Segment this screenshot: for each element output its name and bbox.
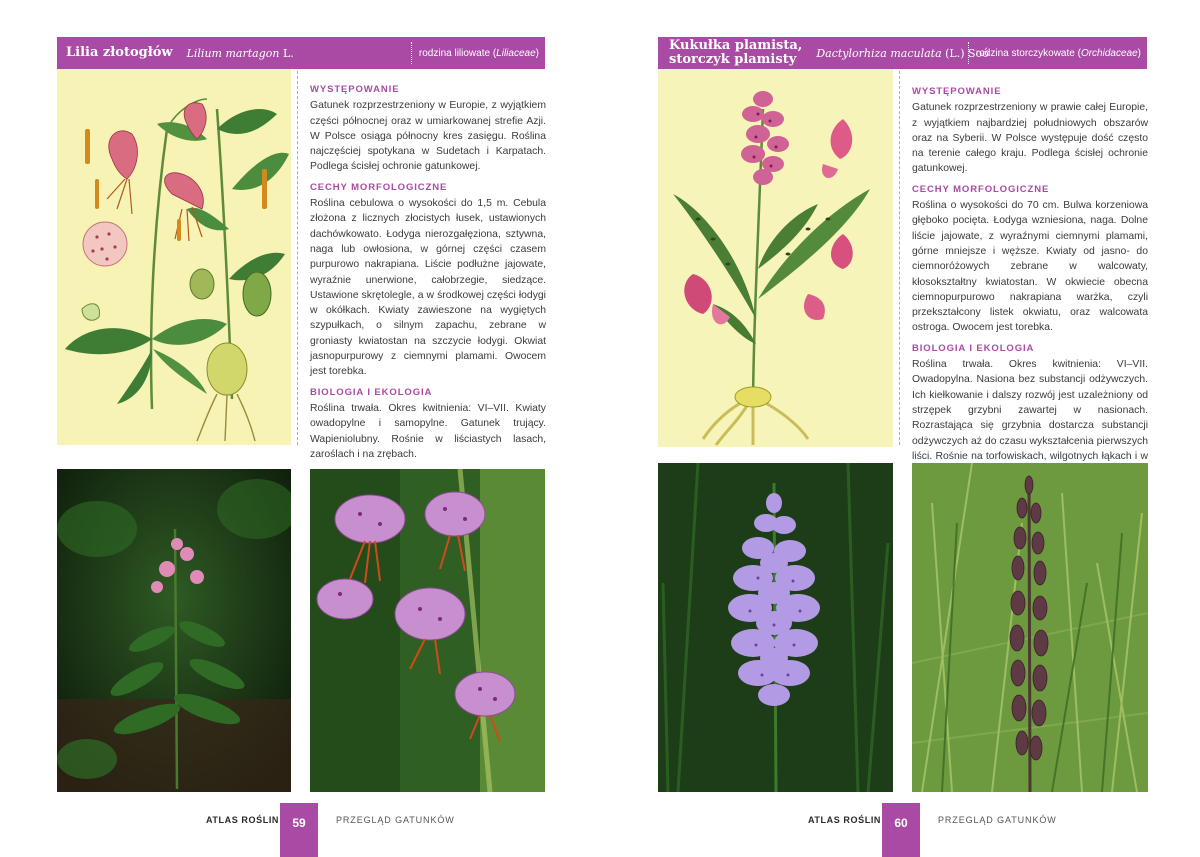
lily-flower-closeup-photo	[310, 469, 545, 792]
species-description-left	[310, 82, 546, 467]
species-latin-name: Lilium martagon L.	[186, 46, 294, 60]
species-family: rodzina liliowate ( Liliaceae )	[411, 37, 545, 69]
section-title-occurrence: WYSTĘPOWANIE	[912, 86, 1002, 97]
footer-book-title-right: ATLAS ROŚLIN	[808, 815, 882, 825]
page-number-right: 60	[882, 803, 920, 857]
footer-section-left: PRZEGLĄD GATUNKÓW	[336, 815, 455, 825]
section-title-morphology: CECHY MORFOLOGICZNE	[912, 183, 1050, 195]
orchid-closeup-photo	[658, 463, 893, 792]
species-latin-name: Dactylorhiza maculata (L.) Soó	[816, 46, 989, 60]
species-header-left	[57, 37, 545, 69]
section-title-biology: BIOLOGIA I EKOLOGIA	[912, 342, 1035, 354]
section-body-occurrence: Gatunek rozprzestrzeniony w Europie, z wyjątkiem części północnej oraz w umiarkowanej strefie Azji. W Polsce osiąga północny kres zasięgu. Roślina najczęściej spotykana w Sudetach i Karpatach. Podlega ścisłej ochronie gatunkowej.	[310, 100, 546, 173]
section-body-morphology: Roślina cebulowa o wysokości do 1,5 m. Cebula złożona z licznych złocistych łusek, ustawionych dachówkowato. Łodyga nierozgałęziona, sztywna, naga lub owłosiona, w górnej części czasem purpurowo nakrapiana. Liście podłużne jajowate, wyraźnie unerwione, całobrzegie, siedzące. Ustawione skrętolegle, a w środkowej części łodygi w okółkach. Kwiaty zawieszone na wygiętych szypułkach, o silnym zapachu, zebrane w groniasty kwiatostan na szczycie łodygi. Okwiat jasnopurpurowy z ciemnymi plamami. Owocem jest torebka.	[310, 198, 546, 378]
column-divider	[297, 71, 298, 445]
orchid-spike-photo	[912, 463, 1148, 792]
section-body-biology: Roślina trwała. Okres kwitnienia: VI–VII. Kwiaty owadopylne i samopylne. Gatunek trujący. Wapieniolubny. Rośnie w liściastych lasach, zaroślach i na zrębach.	[310, 402, 546, 460]
header-divider	[411, 42, 412, 64]
footer-book-title-left: ATLAS ROŚLIN	[206, 815, 280, 825]
section-title-morphology: CECHY MORFOLOGICZNE	[310, 181, 448, 193]
section-body-morphology: Roślina o wysokości do 70 cm. Bulwa korzeniowa głęboko pocięta. Łodyga wzniesiona, naga. Dolne liście jajowate, z wyraźnymi ciemnymi plamami, górne mniejsze i węższe. Kwiaty od jasno- do ciemnoróżowych zebrane w walcowaty, kłosokształtny kwiatostan. W okwiecie obecna ciemnopurpurowo nakrapiana warżka, czyli przekształcony listek okwiatu, oraz walcowata ostroga. Owocem jest torebka.	[912, 200, 1148, 334]
page-number-left: 59	[280, 803, 318, 857]
section-title-biology: BIOLOGIA I EKOLOGIA	[310, 386, 433, 398]
species-header-right	[658, 37, 1147, 69]
lily-botanical-illustration	[57, 69, 291, 445]
column-divider	[899, 71, 900, 445]
footer-section-right: PRZEGLĄD GATUNKÓW	[938, 815, 1057, 825]
species-name: Lilia złotogłów	[66, 45, 173, 60]
species-family: rodzina storczykowate ( Orchidaceae )	[968, 37, 1147, 69]
header-divider	[968, 42, 969, 64]
section-body-biology: Roślina trwała. Okres kwitnienia: VI–VII. Owadopylna. Nasiona bez substancji odżywczych. Ich kiełkowanie i dalszy rozwój jest uzależniony od strzępek grzybni zawartej w nasionach. Rozrastająca się grzybnia dostarcza substancji odżywczych aż do czasu wykształcenia pierwszych liści. Rośnie na torfowiskach, wilgotnych łąkach i w	[912, 359, 1148, 462]
lily-habitat-photo	[57, 469, 291, 792]
section-title-occurrence: WYSTĘPOWANIE	[310, 84, 400, 95]
orchid-botanical-illustration	[658, 69, 893, 447]
section-body-occurrence: Gatunek rozprzestrzeniony w prawie całej Europie, z wyjątkiem najbardziej południowych obszarów oraz na Syberii. W Polsce występuje dość często na terenie całego kraju. Podlega ścisłej ochronie gatunkowej.	[912, 102, 1148, 175]
species-name: Kukułka plamista, storczyk plamisty	[669, 38, 803, 67]
species-description-right	[912, 84, 1148, 484]
